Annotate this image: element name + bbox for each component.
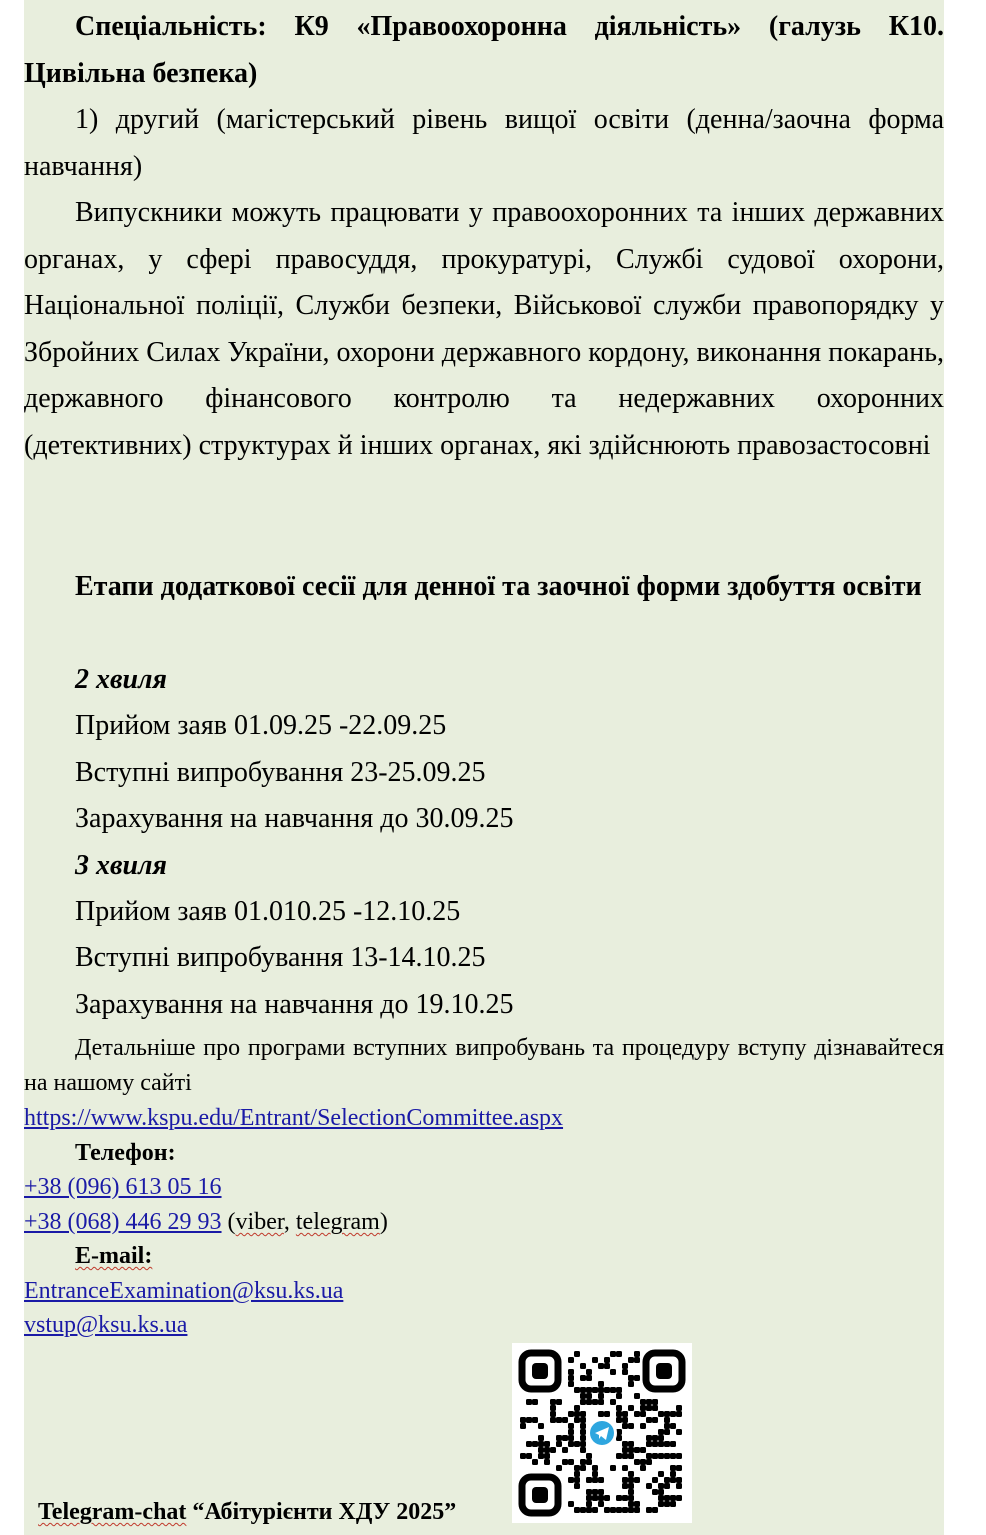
qr-module bbox=[622, 1495, 628, 1501]
qr-module bbox=[544, 1441, 550, 1447]
qr-module bbox=[568, 1435, 574, 1441]
telegram-caption bbox=[38, 1497, 456, 1527]
qr-module bbox=[586, 1399, 592, 1405]
viber-note: viber bbox=[235, 1209, 284, 1235]
qr-module bbox=[652, 1477, 658, 1483]
qr-module bbox=[580, 1447, 586, 1453]
qr-module bbox=[568, 1477, 574, 1483]
site-link[interactable]: https://www.kspu.edu/Entrant/SelectionCommittee.aspx bbox=[24, 1105, 564, 1131]
qr-module bbox=[568, 1429, 574, 1435]
qr-module bbox=[664, 1501, 670, 1507]
qr-module bbox=[568, 1375, 574, 1381]
qr-module bbox=[658, 1411, 664, 1417]
qr-module bbox=[658, 1429, 664, 1435]
qr-module bbox=[550, 1405, 556, 1411]
qr-module bbox=[670, 1501, 676, 1507]
qr-module bbox=[556, 1435, 562, 1441]
qr-module bbox=[610, 1387, 616, 1393]
qr-module bbox=[640, 1459, 646, 1465]
qr-module bbox=[628, 1483, 634, 1489]
qr-module bbox=[646, 1453, 652, 1459]
qr-module bbox=[628, 1471, 634, 1477]
qr-module bbox=[646, 1507, 652, 1513]
document-page bbox=[24, 0, 944, 1535]
qr-module bbox=[676, 1495, 682, 1501]
qr-module bbox=[598, 1387, 604, 1393]
qr-module bbox=[568, 1501, 574, 1507]
qr-module bbox=[622, 1441, 628, 1447]
qr-module bbox=[580, 1435, 586, 1441]
qr-module bbox=[658, 1441, 664, 1447]
qr-module bbox=[622, 1447, 628, 1453]
qr-module bbox=[574, 1351, 580, 1357]
qr-module bbox=[658, 1471, 664, 1477]
qr-module bbox=[646, 1405, 652, 1411]
qr-module bbox=[670, 1453, 676, 1459]
qr-module bbox=[640, 1411, 646, 1417]
qr-module bbox=[586, 1387, 592, 1393]
qr-module bbox=[652, 1435, 658, 1441]
qr-module bbox=[652, 1441, 658, 1447]
qr-module bbox=[550, 1411, 556, 1417]
qr-module bbox=[640, 1447, 646, 1453]
qr-module bbox=[652, 1453, 658, 1459]
qr-module bbox=[580, 1465, 586, 1471]
qr-module bbox=[586, 1393, 592, 1399]
qr-module bbox=[556, 1417, 562, 1423]
qr-module bbox=[658, 1495, 664, 1501]
qr-module bbox=[670, 1465, 676, 1471]
qr-module bbox=[574, 1465, 580, 1471]
qr-module bbox=[580, 1417, 586, 1423]
qr-module bbox=[670, 1471, 676, 1477]
graduates-paragraph: Випускники можуть працювати у правоохоронних та інших державних органах, у сфері правосуддя, прокуратурі, Службі судової охорони, Національної поліції, Служби безпеки, Військової служби правопорядку у Збройних Силах України, охорони державного кордону, виконання покарань, державного фінансового контролю та недержавних охоронних (детективних) структурах й інших органах, які здійснюють правозастосовні bbox=[24, 197, 944, 461]
qr-module bbox=[604, 1495, 610, 1501]
qr-module bbox=[568, 1459, 574, 1465]
qr-module bbox=[676, 1429, 682, 1435]
qr-module bbox=[622, 1477, 628, 1483]
qr-module bbox=[610, 1351, 616, 1357]
qr-module bbox=[634, 1447, 640, 1453]
qr-module bbox=[652, 1489, 658, 1495]
qr-module bbox=[550, 1399, 556, 1405]
qr-module bbox=[616, 1405, 622, 1411]
qr-module bbox=[652, 1399, 658, 1405]
qr-module bbox=[628, 1447, 634, 1453]
qr-module bbox=[646, 1459, 652, 1465]
telegram-note: telegram bbox=[295, 1209, 380, 1235]
qr-module bbox=[544, 1447, 550, 1453]
qr-module bbox=[580, 1393, 586, 1399]
qr-module bbox=[658, 1483, 664, 1489]
qr-module bbox=[634, 1351, 640, 1357]
email-link-1[interactable]: EntranceExamination@ksu.ks.ua bbox=[24, 1278, 344, 1304]
qr-module bbox=[664, 1411, 670, 1417]
qr-module bbox=[592, 1387, 598, 1393]
wave-2-applications: Прийом заяв 01.09.25 -22.09.25 bbox=[75, 710, 447, 741]
qr-module bbox=[592, 1507, 598, 1513]
qr-module bbox=[574, 1411, 580, 1417]
qr-module bbox=[604, 1411, 610, 1417]
wave-3-applications: Прийом заяв 01.010.25 -12.10.25 bbox=[75, 896, 461, 927]
qr-module bbox=[634, 1459, 640, 1465]
qr-module bbox=[526, 1417, 532, 1423]
qr-module bbox=[628, 1489, 634, 1495]
qr-module bbox=[592, 1471, 598, 1477]
qr-module bbox=[538, 1447, 544, 1453]
qr-module bbox=[604, 1387, 610, 1393]
qr-module bbox=[622, 1507, 628, 1513]
qr-module bbox=[538, 1453, 544, 1459]
qr-module bbox=[580, 1423, 586, 1429]
qr-module bbox=[664, 1495, 670, 1501]
qr-module bbox=[634, 1477, 640, 1483]
qr-module bbox=[670, 1423, 676, 1429]
qr-module bbox=[664, 1417, 670, 1423]
qr-module bbox=[628, 1423, 634, 1429]
wave-2-enrollment: Зарахування на навчання до 30.09.25 bbox=[75, 803, 514, 834]
qr-module bbox=[532, 1441, 538, 1447]
wave-2-exams: Вступні випробування 23-25.09.25 bbox=[75, 757, 486, 788]
qr-module bbox=[616, 1411, 622, 1417]
qr-module bbox=[586, 1489, 592, 1495]
qr-module bbox=[628, 1495, 634, 1501]
phone-link-2[interactable]: +38 (068) 446 29 93 bbox=[24, 1209, 222, 1235]
qr-module bbox=[628, 1441, 634, 1447]
qr-module bbox=[592, 1489, 598, 1495]
qr-module bbox=[664, 1423, 670, 1429]
qr-module bbox=[628, 1375, 634, 1381]
qr-module bbox=[616, 1435, 622, 1441]
qr-module bbox=[580, 1363, 586, 1369]
qr-module bbox=[634, 1393, 640, 1399]
qr-module bbox=[556, 1399, 562, 1405]
education-level: 1) другий (магістерський рівень вищої освіти (денна/заочна форма навчання) bbox=[24, 104, 944, 182]
qr-module bbox=[598, 1495, 604, 1501]
qr-module bbox=[604, 1357, 610, 1363]
qr-module bbox=[580, 1429, 586, 1435]
qr-module bbox=[574, 1507, 580, 1513]
qr-module bbox=[646, 1441, 652, 1447]
qr-module bbox=[556, 1465, 562, 1471]
qr-module bbox=[664, 1441, 670, 1447]
qr-module bbox=[544, 1459, 550, 1465]
qr-module bbox=[526, 1441, 532, 1447]
qr-module bbox=[586, 1507, 592, 1513]
qr-module bbox=[574, 1471, 580, 1477]
details-text: Детальніше про програми вступних випробувань та процедуру вступу дізнавайтеся на нашому сайті bbox=[24, 1035, 944, 1096]
qr-module bbox=[538, 1441, 544, 1447]
qr-module bbox=[562, 1447, 568, 1453]
qr-module bbox=[664, 1453, 670, 1459]
qr-module bbox=[616, 1507, 622, 1513]
qr-module bbox=[664, 1429, 670, 1435]
qr-module bbox=[616, 1351, 622, 1357]
qr-module bbox=[634, 1501, 640, 1507]
qr-module bbox=[598, 1393, 604, 1399]
wave-2-title: 2 хвиля bbox=[75, 664, 167, 695]
qr-module bbox=[592, 1399, 598, 1405]
qr-module bbox=[598, 1381, 604, 1387]
qr-module bbox=[544, 1453, 550, 1459]
qr-module bbox=[610, 1399, 616, 1405]
qr-module bbox=[628, 1381, 634, 1387]
qr-module bbox=[664, 1477, 670, 1483]
qr-module bbox=[676, 1453, 682, 1459]
qr-module bbox=[538, 1423, 544, 1429]
qr-module bbox=[586, 1369, 592, 1375]
qr-module bbox=[586, 1495, 592, 1501]
qr-module bbox=[574, 1405, 580, 1411]
qr-module bbox=[622, 1411, 628, 1417]
qr-module bbox=[676, 1465, 682, 1471]
qr-module bbox=[652, 1507, 658, 1513]
qr-module bbox=[634, 1507, 640, 1513]
qr-module bbox=[634, 1357, 640, 1363]
qr-module bbox=[598, 1489, 604, 1495]
qr-module bbox=[586, 1477, 592, 1483]
qr-module bbox=[634, 1411, 640, 1417]
qr-module bbox=[556, 1441, 562, 1447]
qr-module bbox=[592, 1477, 598, 1483]
qr-module bbox=[568, 1381, 574, 1387]
qr-module bbox=[568, 1357, 574, 1363]
qr-module bbox=[580, 1399, 586, 1405]
qr-module bbox=[658, 1453, 664, 1459]
qr-module bbox=[676, 1411, 682, 1417]
telegram-caption-prefix: Telegram-chat bbox=[38, 1499, 187, 1525]
qr-module bbox=[646, 1483, 652, 1489]
specialty-title: Спеціальність: К9 «Правоохоронна діяльність» (галузь К10. Цивільна безпека) bbox=[24, 11, 944, 89]
telegram-caption-name: “Абітурієнти ХДУ 2025” bbox=[192, 1499, 457, 1525]
qr-module bbox=[592, 1465, 598, 1471]
qr-module bbox=[598, 1363, 604, 1369]
qr-module bbox=[586, 1459, 592, 1465]
qr-module bbox=[598, 1501, 604, 1507]
qr-module bbox=[652, 1417, 658, 1423]
qr-module bbox=[526, 1453, 532, 1459]
qr-module bbox=[622, 1417, 628, 1423]
qr-module bbox=[664, 1483, 670, 1489]
qr-module bbox=[568, 1441, 574, 1447]
qr-module bbox=[658, 1489, 664, 1495]
qr-module bbox=[610, 1465, 616, 1471]
qr-module bbox=[634, 1375, 640, 1381]
qr-module bbox=[580, 1411, 586, 1417]
qr-module bbox=[646, 1399, 652, 1405]
qr-module bbox=[568, 1411, 574, 1417]
qr-module bbox=[574, 1417, 580, 1423]
qr-module bbox=[574, 1387, 580, 1393]
qr-module bbox=[562, 1435, 568, 1441]
qr-module bbox=[604, 1507, 610, 1513]
qr-module bbox=[670, 1495, 676, 1501]
qr-module bbox=[580, 1375, 586, 1381]
qr-module bbox=[676, 1477, 682, 1483]
qr-module bbox=[628, 1453, 634, 1459]
qr-module bbox=[586, 1501, 592, 1507]
qr-module bbox=[550, 1417, 556, 1423]
qr-module bbox=[622, 1423, 628, 1429]
qr-module bbox=[676, 1405, 682, 1411]
qr-module bbox=[616, 1453, 622, 1459]
qr-module bbox=[670, 1411, 676, 1417]
qr-module bbox=[670, 1441, 676, 1447]
qr-module bbox=[658, 1501, 664, 1507]
qr-module bbox=[532, 1417, 538, 1423]
qr-module bbox=[628, 1501, 634, 1507]
qr-module bbox=[538, 1435, 544, 1441]
qr-module bbox=[658, 1435, 664, 1441]
qr-module bbox=[586, 1375, 592, 1381]
stages-heading: Етапи додаткової сесії для денної та заочної форми здобуття освіти bbox=[75, 571, 922, 602]
qr-module bbox=[616, 1387, 622, 1393]
qr-module bbox=[520, 1453, 526, 1459]
wave-3-enrollment: Зарахування на навчання до 19.10.25 bbox=[75, 989, 514, 1020]
qr-module bbox=[532, 1399, 538, 1405]
qr-module bbox=[670, 1477, 676, 1483]
qr-module bbox=[646, 1417, 652, 1423]
qr-module bbox=[568, 1369, 574, 1375]
qr-module bbox=[574, 1477, 580, 1483]
phone-link-1[interactable]: +38 (096) 613 05 16 bbox=[24, 1174, 222, 1200]
qr-module bbox=[598, 1411, 604, 1417]
qr-module bbox=[640, 1405, 646, 1411]
qr-module bbox=[592, 1357, 598, 1363]
qr-module bbox=[652, 1405, 658, 1411]
qr-module bbox=[640, 1465, 646, 1471]
qr-module bbox=[622, 1369, 628, 1375]
qr-module bbox=[574, 1483, 580, 1489]
qr-module bbox=[628, 1405, 634, 1411]
qr-module bbox=[592, 1495, 598, 1501]
wave-3-title: 3 хвиля bbox=[75, 850, 167, 881]
qr-module bbox=[580, 1387, 586, 1393]
qr-module bbox=[520, 1423, 526, 1429]
qr-module bbox=[562, 1417, 568, 1423]
qr-module bbox=[562, 1459, 568, 1465]
qr-module bbox=[532, 1459, 538, 1465]
telegram-qr-code bbox=[512, 1343, 692, 1523]
qr-module bbox=[622, 1453, 628, 1459]
qr-module bbox=[616, 1393, 622, 1399]
qr-module bbox=[622, 1465, 628, 1471]
email-label: E-mail: bbox=[75, 1243, 153, 1269]
phone-line-2: +38 (068) 446 29 93 (viber, telegram) bbox=[24, 1209, 388, 1235]
qr-module bbox=[628, 1357, 634, 1363]
qr-module bbox=[622, 1363, 628, 1369]
qr-module bbox=[580, 1459, 586, 1465]
email-link-2[interactable]: vstup@ksu.ks.ua bbox=[24, 1312, 188, 1338]
qr-module bbox=[568, 1423, 574, 1429]
wave-3-exams: Вступні випробування 13-14.10.25 bbox=[75, 942, 486, 973]
phone-label: Телефон: bbox=[75, 1140, 176, 1166]
qr-module bbox=[640, 1399, 646, 1405]
qr-module bbox=[628, 1477, 634, 1483]
qr-module bbox=[598, 1477, 604, 1483]
qr-module bbox=[610, 1507, 616, 1513]
qr-module bbox=[628, 1507, 634, 1513]
qr-module bbox=[550, 1447, 556, 1453]
qr-module bbox=[616, 1495, 622, 1501]
qr-module bbox=[526, 1399, 532, 1405]
qr-module bbox=[604, 1363, 610, 1369]
qr-module bbox=[646, 1435, 652, 1441]
qr-module bbox=[616, 1417, 622, 1423]
telegram-icon bbox=[587, 1418, 617, 1448]
qr-module bbox=[580, 1507, 586, 1513]
qr-module bbox=[676, 1483, 682, 1489]
qr-module bbox=[598, 1399, 604, 1405]
qr-module bbox=[520, 1417, 526, 1423]
qr-module bbox=[640, 1423, 646, 1429]
qr-module bbox=[610, 1369, 616, 1375]
qr-module bbox=[622, 1483, 628, 1489]
qr-module bbox=[586, 1453, 592, 1459]
qr-module bbox=[580, 1441, 586, 1447]
qr-module bbox=[574, 1441, 580, 1447]
